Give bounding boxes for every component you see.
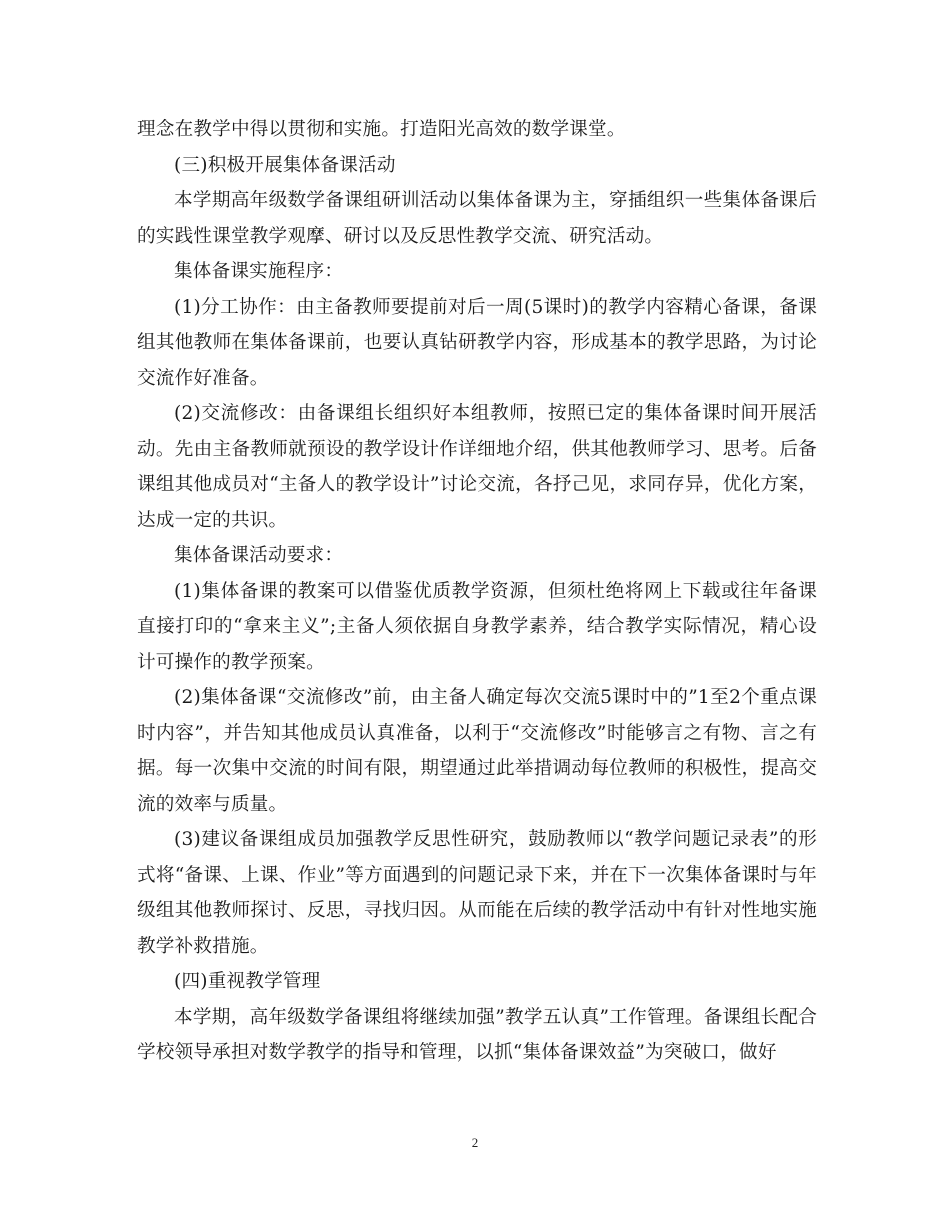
section-heading-3: (三)积极开展集体备课活动 <box>174 154 396 176</box>
paragraph-requirement-3: (3)建议备课组成员加强教学反思性研究，鼓励教师以“教学问题记录表”的形式将“备课、上课、作业”等方面遇到的问题记录下来，并在下一次集体备课时与年级组其他教师探讨、反思，寻找归因。从而能在后续的教学活动中有针对性地实施教学补救措施。 <box>137 829 817 957</box>
page-number: 2 <box>471 1135 479 1150</box>
paragraph-procedure-2: (2)交流修改：由备课组长组织好本组教师，按照已定的集体备课时间开展活动。先由主备教师就预设的教学设计作详细地介绍，供其他教师学习、思考。后备课组其他成员对“主备人的教学设计”讨论交流，各抒己见，求同存异，优化方案，达成一定的共识。 <box>137 403 817 531</box>
paragraph-requirement-2: (2)集体备课“交流修改”前，由主备人确定每次交流5课时中的”1至2个重点课时内容”，并告知其他成员认真准备，以利于“交流修改”时能够言之有物、言之有据。每一次集中交流的时间有限，期望通过此举措调动每位教师的积极性，提高交流的效率与质量。 <box>137 687 817 815</box>
paragraph-procedure-1: (1)分工协作：由主备教师要提前对后一周(5课时)的教学内容精心备课，备课组其他教师在集体备课前，也要认真钻研教学内容，形成基本的教学思路，为讨论交流作好准备。 <box>137 296 817 389</box>
paragraph-intro: 本学期高年级数学备课组研训活动以集体备课为主，穿插组织一些集体备课后的实践性课堂教学观摩、研讨以及反思性教学交流、研究活动。 <box>137 190 817 247</box>
paragraph-requirements-label: 集体备课活动要求： <box>174 545 344 566</box>
paragraph-procedure-label: 集体备课实施程序： <box>174 261 344 282</box>
document-body <box>137 112 817 1071</box>
paragraph-requirement-1: (1)集体备课的教案可以借鉴优质教学资源，但须杜绝将网上下载或往年备课直接打印的“拿来主义”;主备人须依据自身教学素养，结合教学实际情况，精心设计可操作的教学预案。 <box>137 580 817 673</box>
section-heading-4: (四)重视教学管理 <box>174 971 321 992</box>
paragraph-management: 本学期，高年级数学备课组将继续加强”教学五认真”工作管理。备课组长配合学校领导承担对数学教学的指导和管理，以抓“集体备课效益”为突破口，做好 <box>137 1006 817 1063</box>
paragraph-continuation: 理念在教学中得以贯彻和实施。打造阳光高效的数学课堂。 <box>137 119 626 140</box>
